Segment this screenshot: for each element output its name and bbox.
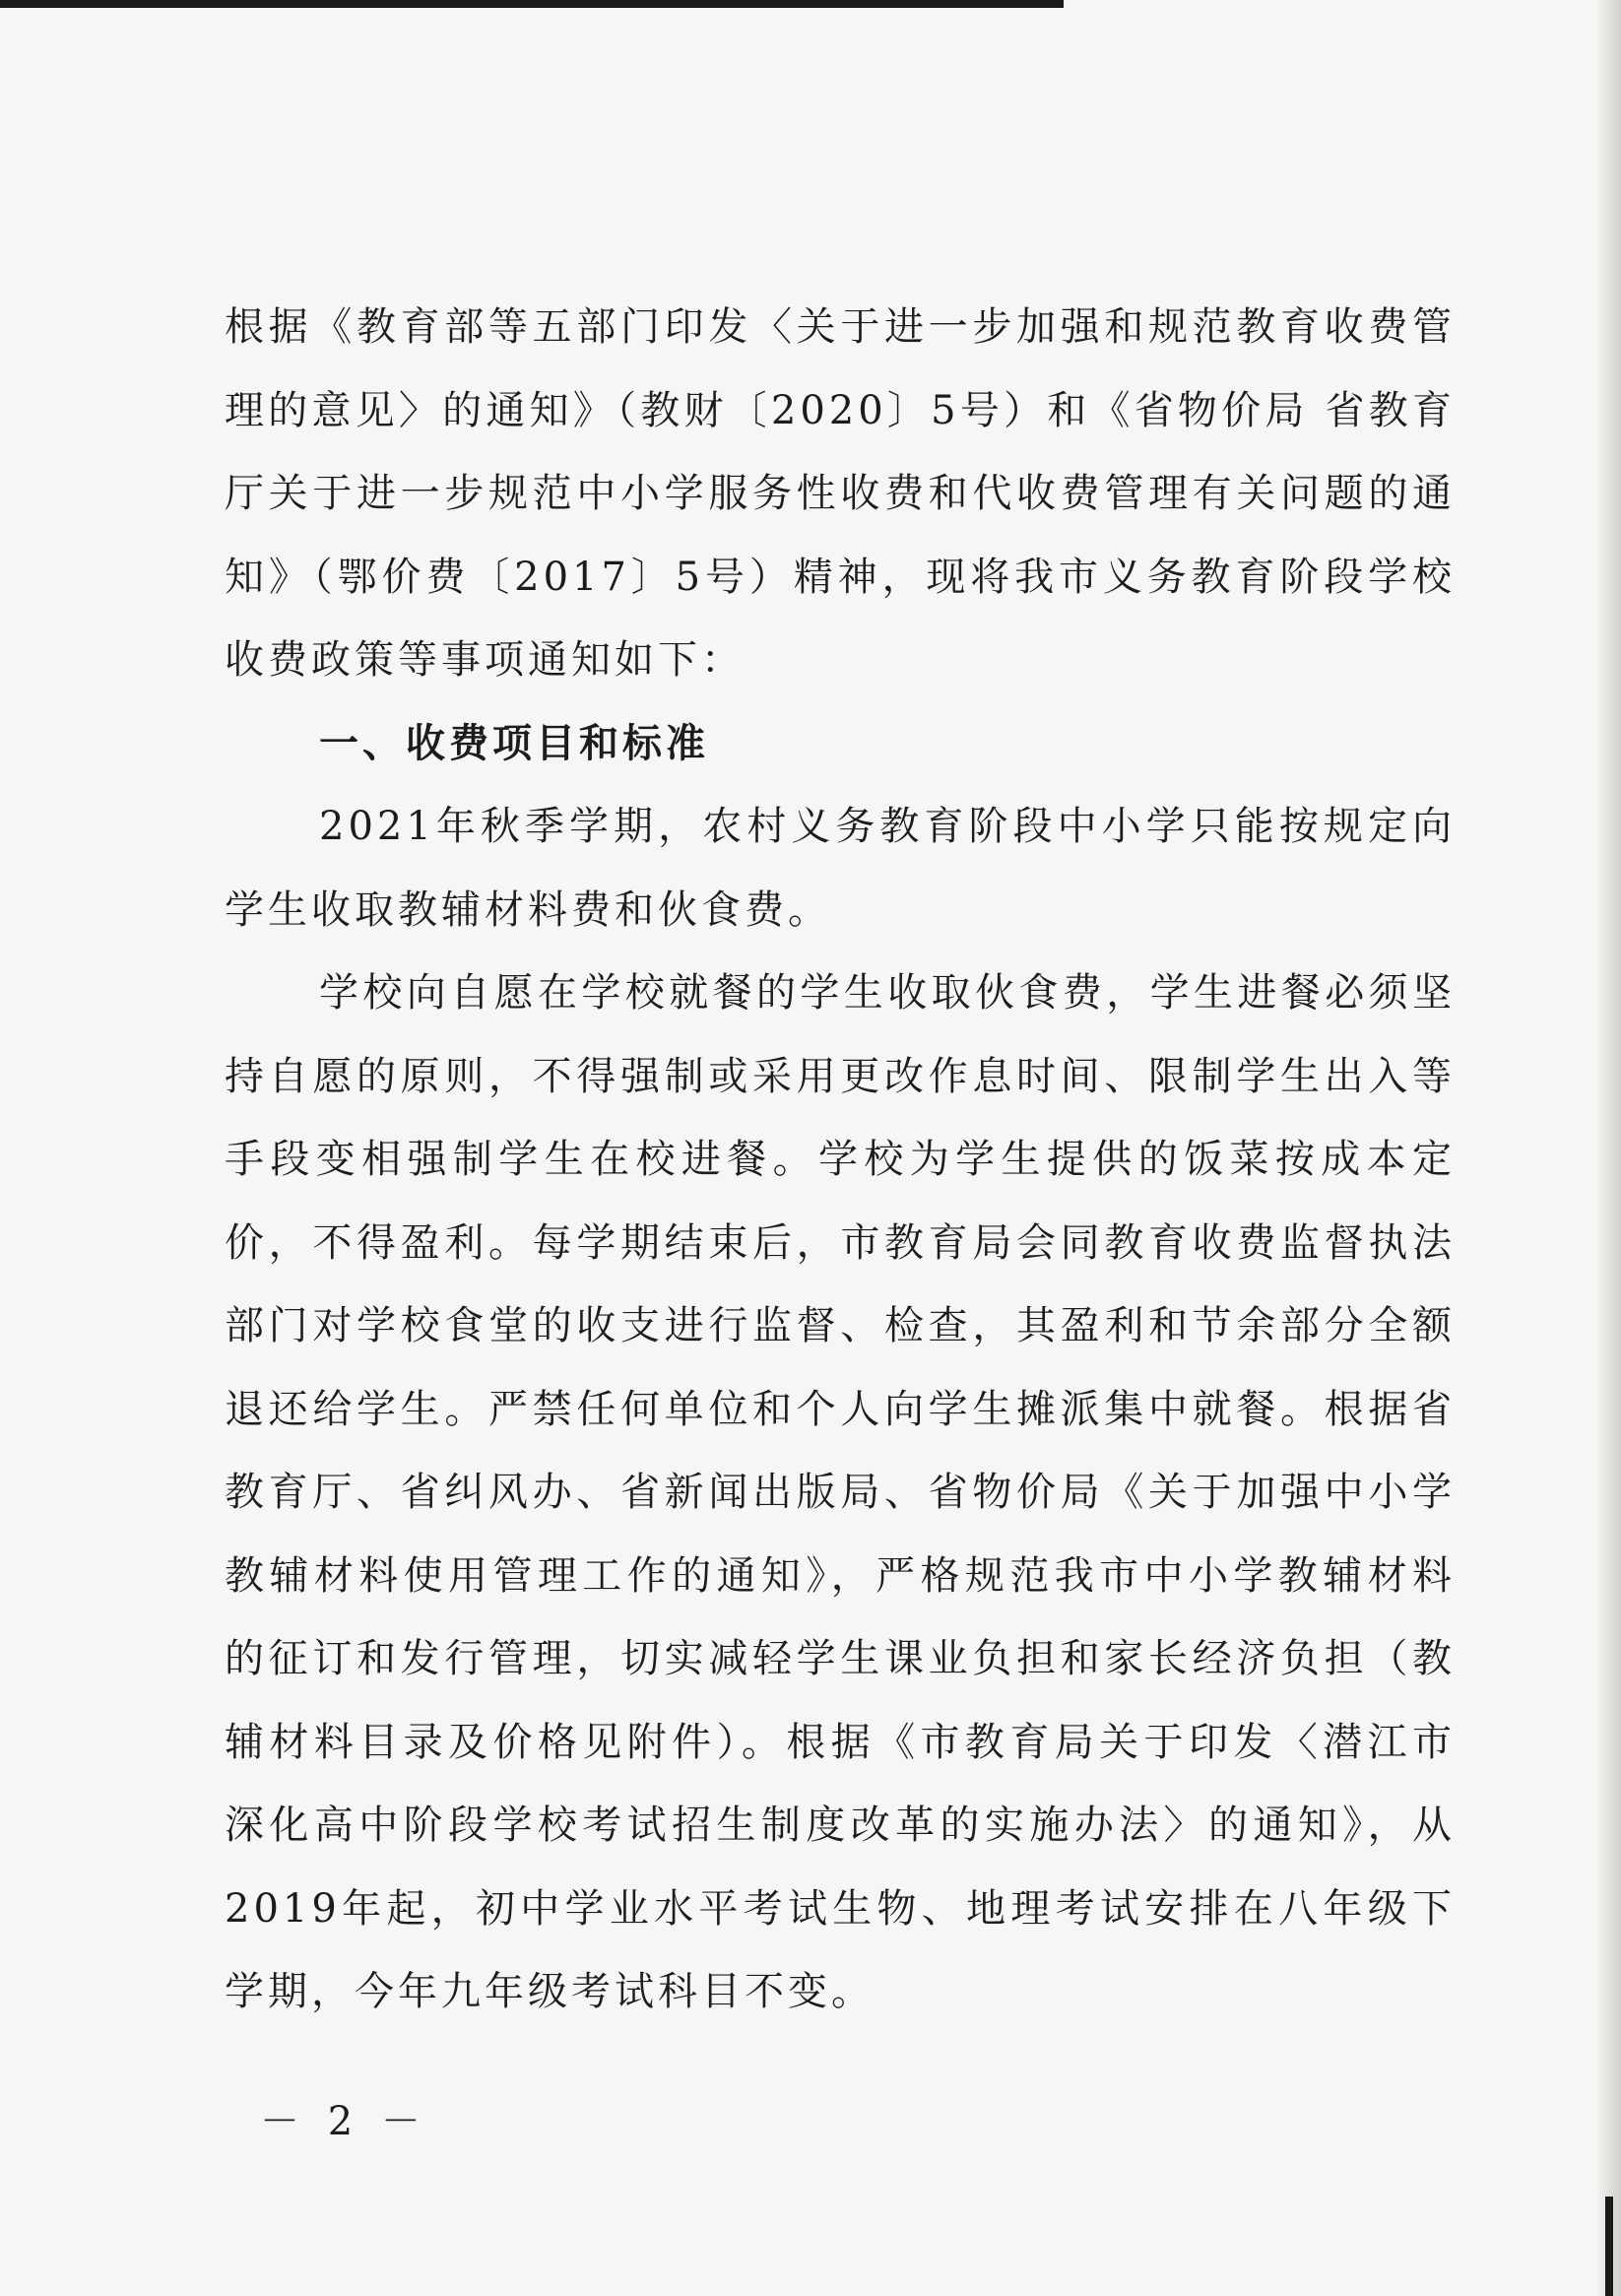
page-number: － 2 － <box>260 2099 428 2144</box>
paragraph-meal-fee-policy: 学校向自愿在学校就餐的学生收取伙食费，学生进餐必须坚持自愿的原则，不得强制或采用更改作息时间、限制学生出入等手段变相强制学生在校进餐。学校为学生提供的饭菜按成本定价，不得盈利。每学期结束后，市教育局会同教育收费监督执法部门对学校食堂的收支进行监督、检查，其盈利和节余部分全额退还给学生。严禁任何单位和个人向学生摊派集中就餐。根据省教育厅、省纠风办、省新闻出版局、省物价局《关于加强中小学教辅材料使用管理工作的通知》，严格规范我市中小学教辅材料的征订和发行管理，切实减轻学生课业负担和家长经济负担（教辅材料目录及价格见附件）。根据《市教育局关于印发〈潜江市深化高中阶段学校考试招生制度改革的实施办法〉的通知》，从2019年起，初中学业水平考试生物、地理考试安排在八年级下学期，今年九年级考试科目不变。 <box>225 970 1456 2014</box>
section-heading-fee-items: 一、收费项目和标准 <box>319 720 709 766</box>
document-body <box>225 286 1456 2034</box>
scan-right-bar <box>1605 2197 1613 2296</box>
intro-paragraph: 根据《教育部等五部门印发〈关于进一步加强和规范教育收费管理的意见〉的通知》（教财〔2020〕5号）和《省物价局 省教育厅关于进一步规范中小学服务性收费和代收费管理有关问题的通知》（鄂价费〔2017〕5号）精神，现将我市义务教育阶段学校收费政策等事项通知如下： <box>225 304 1456 683</box>
scan-right-shadow <box>1595 0 1621 2296</box>
paragraph-fee-scope: 2021年秋季学期，农村义务教育阶段中小学只能按规定向学生收取教辅材料费和伙食费。 <box>225 804 1456 933</box>
scan-top-edge <box>0 0 1064 8</box>
